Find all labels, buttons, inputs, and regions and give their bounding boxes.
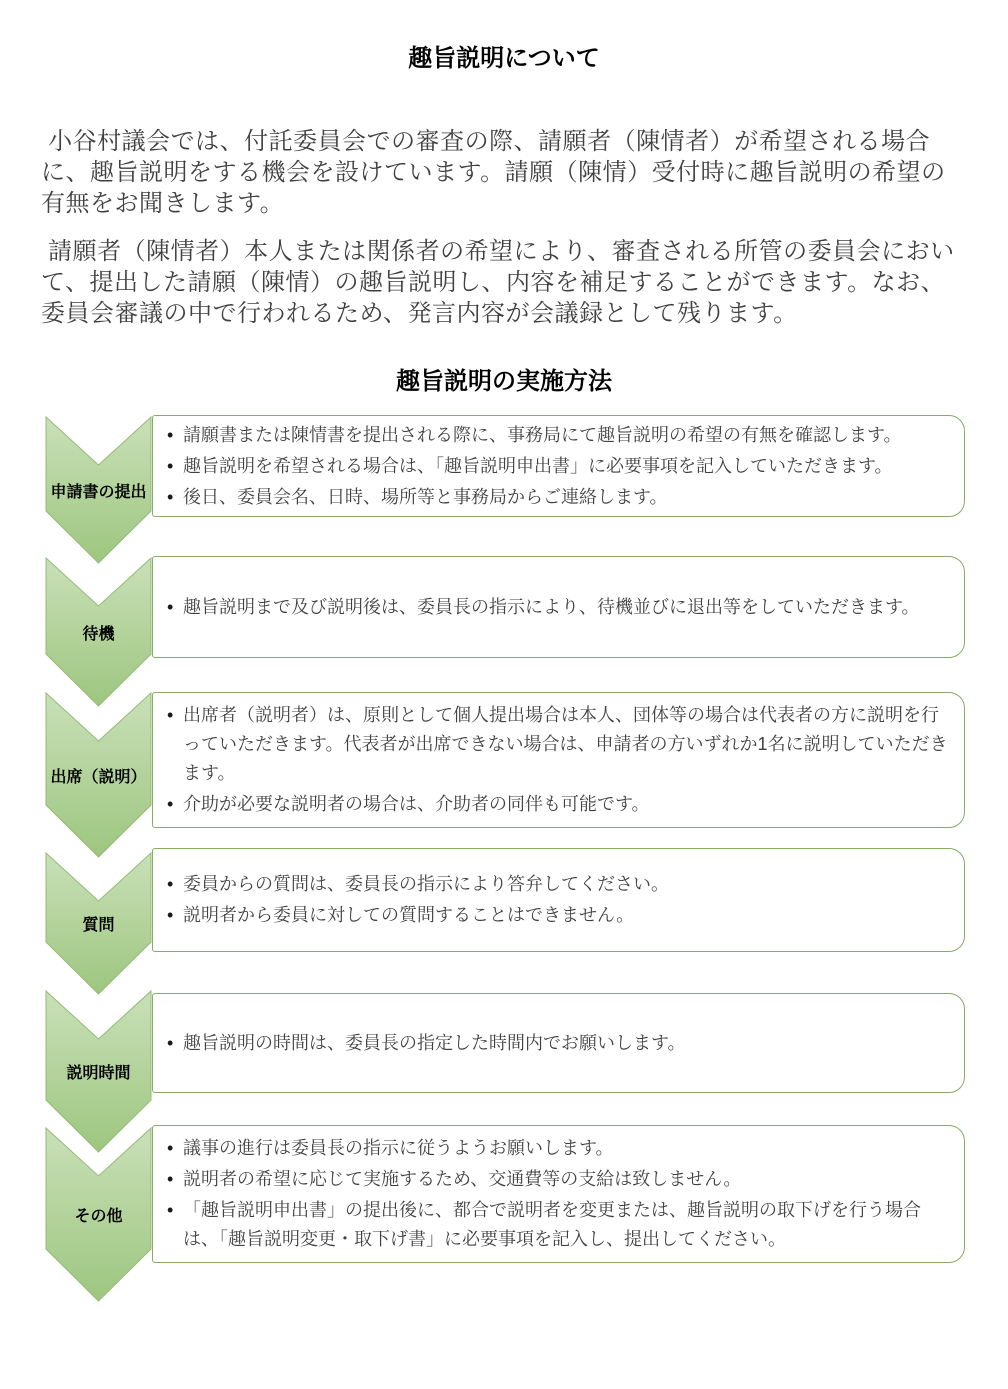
step-bullet: • 介助が必要な説明者の場合は、介助者の同伴も可能です。 [167,790,950,819]
chevron-shape-3 [45,692,152,858]
step-bullet: • 趣旨説明を希望される場合は、「趣旨説明申出書」に必要事項を記入していただきます。 [167,452,950,481]
step-bullet: • 説明者の希望に応じて実施するため、交通費等の支給は致しません。 [167,1165,950,1194]
step-bullet-list [167,421,950,512]
section-heading: 趣旨説明の実施方法 [396,368,612,395]
step-bullet: • 委員からの質問は、委員長の指示により答弁してください。 [167,870,950,899]
chevron-shape-6 [45,1127,152,1302]
step-row-questions [45,848,965,952]
step-bullet: • 議事の進行は委員長の指示に従うようお願いします。 [167,1134,950,1163]
step-bullet-list [167,701,950,819]
step-bullet-list [167,870,950,930]
chevron-shape-4 [45,852,152,995]
step-content-box [152,993,965,1093]
step-label: その他 [74,1208,123,1225]
intro-paragraph-1: 小谷村議会では、付託委員会での審査の際、請願者（陳情者）が希望される場合に、趣旨説明をする機会を設けています。請願（陳情）受付時に趣旨説明の希望の有無をお聞きします。 [41,128,946,217]
step-content-box [152,415,965,517]
step-row-others [45,1125,965,1263]
step-bullet: • 出席者（説明者）は、原則として個人提出場合は本人、団体等の場合は代表者の方に説明を行っていただきます。代表者が出席できない場合は、申請者の方いずれか1名に説明していただきます。 [167,701,950,788]
step-content-box [152,1125,965,1263]
step-bullet: • 「趣旨説明申出書」の提出後に、都合で説明者を変更または、趣旨説明の取下げを行う場合は、「趣旨説明変更・取下げ書」に必要事項を記入し、提出してください。 [167,1196,950,1254]
intro-paragraph-2: 請願者（陳情者）本人または関係者の希望により、審査される所管の委員会において、提出した請願（陳情）の趣旨説明し、内容を補足することができます。なお、委員会審議の中で行われるため、発言内容が会議録として残ります。 [41,238,955,327]
step-row-duration [45,993,965,1093]
step-bullet: • 請願書または陳情書を提出される際に、事務局にて趣旨説明の希望の有無を確認します。 [167,421,950,450]
steps-flowchart [45,415,965,1305]
step-content-box [152,848,965,952]
step-content-box [152,692,965,828]
step-bullet-list [167,1029,950,1058]
page-title: 趣旨説明について [408,45,600,72]
step-bullet: • 趣旨説明の時間は、委員長の指定した時間内でお願いします。 [167,1029,950,1058]
step-bullet-list [167,593,950,622]
step-label: 申請書の提出 [50,483,147,501]
step-label: 説明時間 [66,1065,131,1082]
chevron-shape-1 [45,416,152,564]
step-row-attendance [45,692,965,828]
step-row-application [45,415,965,517]
step-bullet: • 説明者から委員に対しての質問することはできません。 [167,901,950,930]
document-page [0,45,1008,1389]
step-bullet: • 趣旨説明まで及び説明後は、委員長の指示により、待機並びに退出等をしていただきます。 [167,593,950,622]
step-label: 待機 [82,625,115,643]
step-label: 出席（説明） [50,768,147,786]
step-bullet: • 後日、委員会名、日時、場所等と事務局からご連絡します。 [167,483,950,512]
step-bullet-list [167,1134,950,1254]
step-row-standby [45,556,965,658]
step-label: 質問 [82,917,115,934]
chevron-shape-2 [45,557,152,707]
step-content-box [152,556,965,658]
